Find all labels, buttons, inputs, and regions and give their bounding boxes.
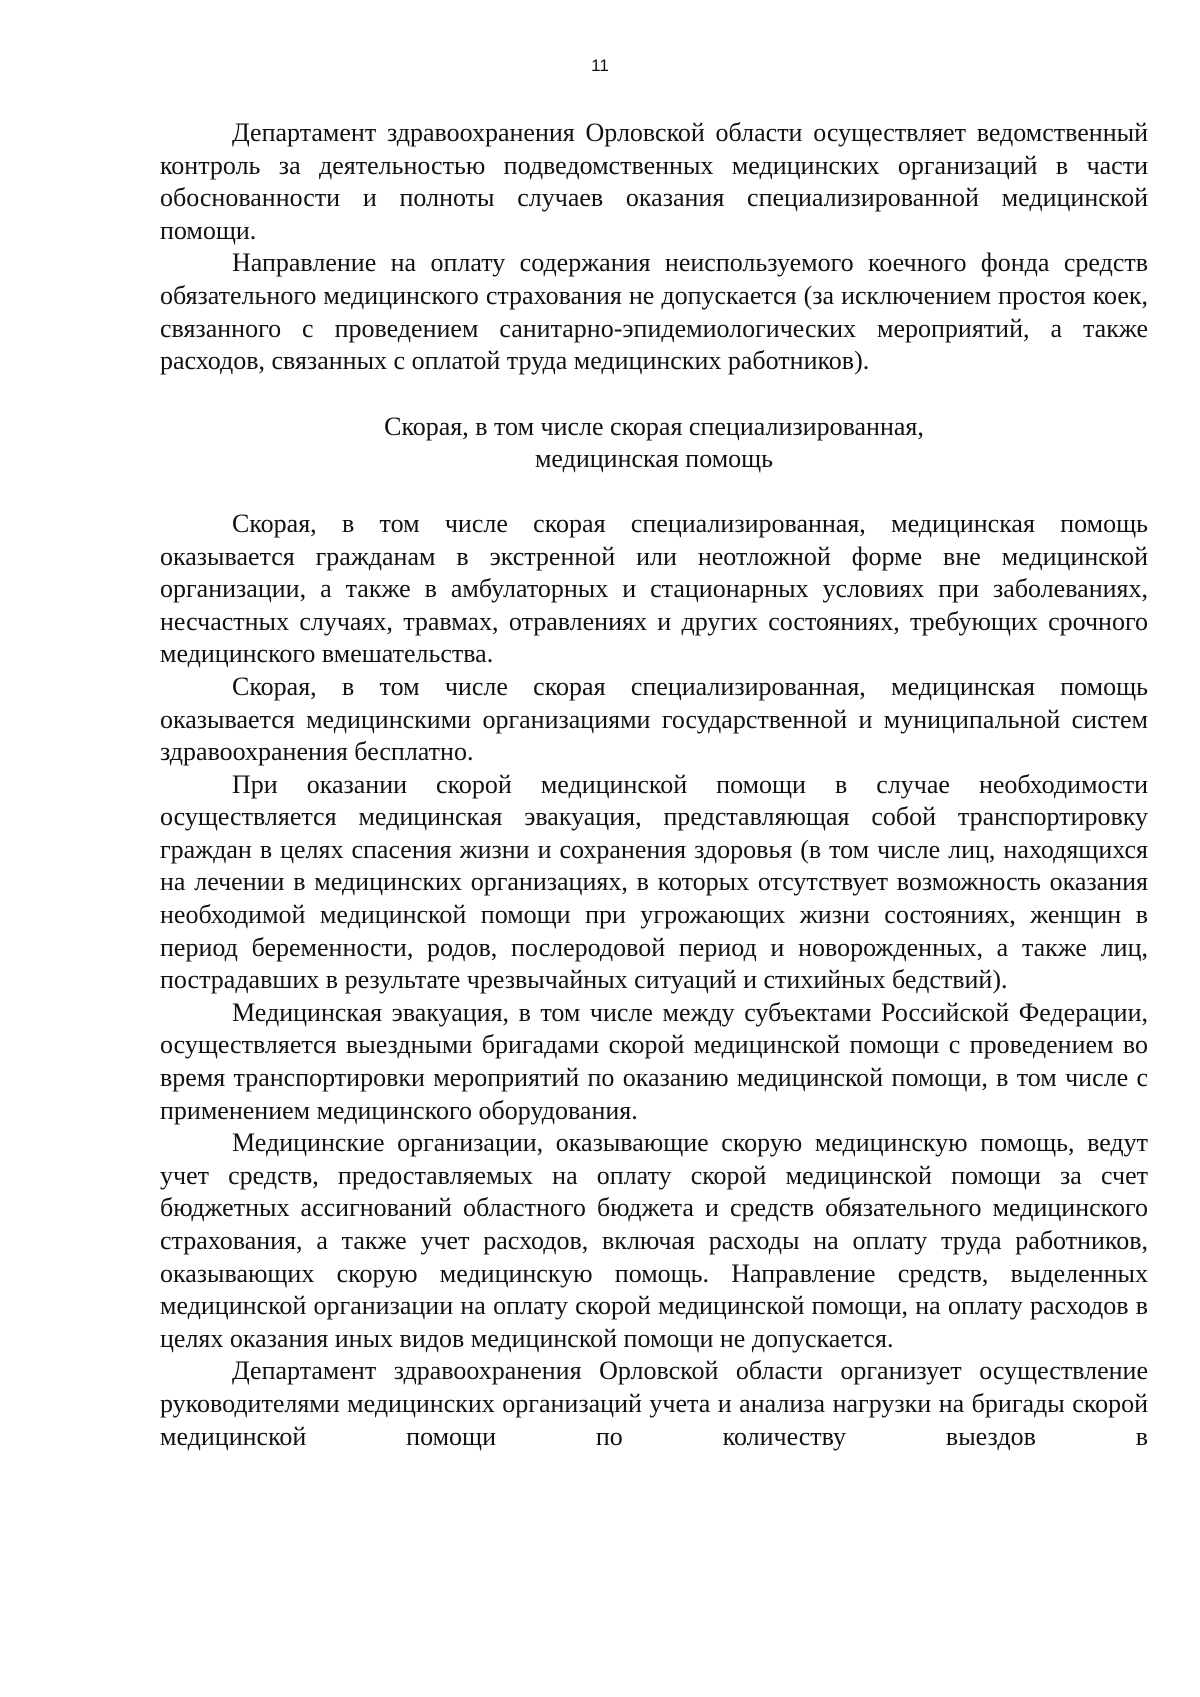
document-body [160, 117, 1148, 1453]
section-heading-line-1: Скорая, в том числе скорая специализированная, [384, 411, 924, 441]
paragraph-departmental-control: Департамент здравоохранения Орловской области осуществляет ведомственный контроль за деятельностью подведомственных медицинских организаций в части обоснованности и полноты случаев оказания специализированной медицинской помощи. [160, 118, 1148, 245]
paragraph-evacuation-between-regions: Медицинская эвакуация, в том числе между субъектами Российской Федерации, осуществляется выездными бригадами скорой медицинской помощи с проведением во время транспортировки мероприятий по оказанию медицинской помощи, в том числе с применением медицинского оборудования. [160, 997, 1148, 1125]
paragraph-workload-analysis: Департамент здравоохранения Орловской области организует осуществление руководителями медицинских организаций учета и анализа нагрузки на бригады скорой медицинской помощи по количеству выездов в [160, 1356, 1148, 1451]
paragraph-funds-accounting: Медицинские организации, оказывающие скорую медицинскую помощь, ведут учет средств, предоставляемых на оплату скорой медицинской помощи за счет бюджетных ассигнований областного бюджета и средств обязательного медицинского страхования, а также учет расходов, включая расходы на оплату труда работников, оказывающих скорую медицинскую помощь. Направление средств, выделенных медицинской организации на оплату скорой медицинской помощи, на оплату расходов в целях оказания иных видов медицинской помощи не допускается. [160, 1128, 1148, 1353]
paragraph-emergency-care-free: Скорая, в том числе скорая специализированная, медицинская помощь оказывается медицинскими организациями государственной и муниципальной систем здравоохранения бесплатно. [160, 671, 1148, 767]
paragraph-bed-fund-payment: Направление на оплату содержания неиспользуемого коечного фонда средств обязательного медицинского страхования не допускается (за исключением простоя коек, связанного с проведением санитарно-эпидемиологических мероприятий, а также расходов, связанных с оплатой труда медицинских работников). [160, 248, 1148, 376]
section-heading [160, 411, 1148, 476]
section-heading-line-2: медицинская помощь [534, 444, 774, 474]
paragraph-medical-evacuation: При оказании скорой медицинской помощи в случае необходимости осуществляется медицинская эвакуация, представляющая собой транспортировку граждан в целях спасения жизни и сохранения здоровья (в том числе лиц, находящихся на лечении в медицинских организациях, в которых отсутствует возможность оказания необходимой медицинской помощи при угрожающих жизни состояниях, женщин в период беременности, родов, послеродовой период и новорожденных, а также лиц, пострадавших в результате чрезвычайных ситуаций и стихийных бедствий). [160, 769, 1148, 995]
page-number: 11 [591, 56, 609, 75]
paragraph-emergency-care-definition: Скорая, в том числе скорая специализированная, медицинская помощь оказывается гражданам в экстренной или неотложной форме вне медицинской организации, а также в амбулаторных и стационарных условиях при заболеваниях, несчастных случаях, травмах, отравлениях и других состояниях, требующих срочного медицинского вмешательства. [160, 508, 1148, 669]
